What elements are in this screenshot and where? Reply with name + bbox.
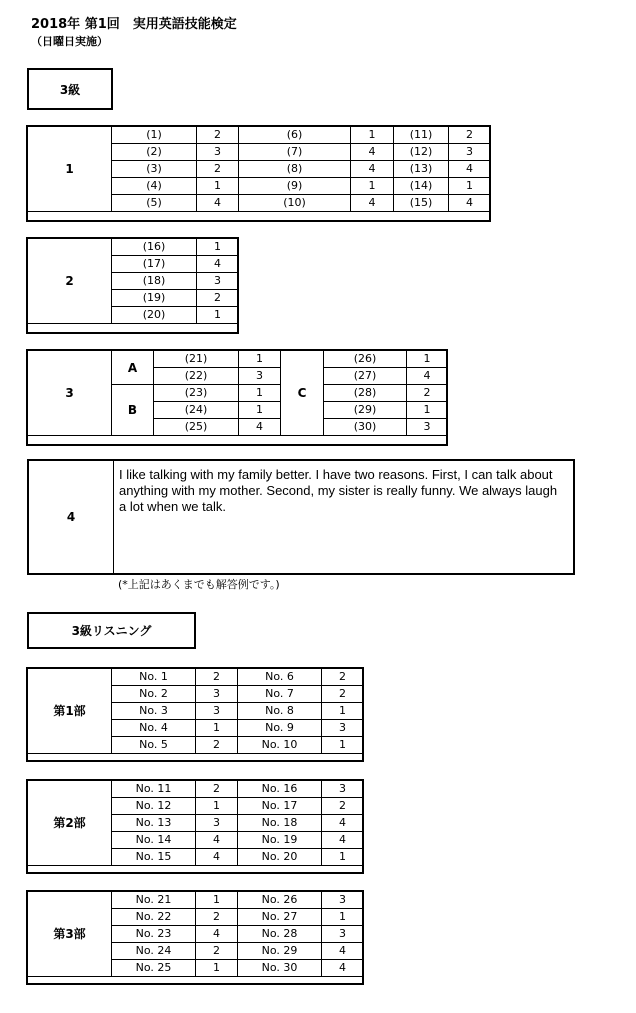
- answer-value: 1: [196, 798, 238, 815]
- table-row: [28, 239, 239, 256]
- answer-value: 1: [196, 720, 238, 737]
- answer-value: 4: [322, 815, 364, 832]
- question-number: (29): [324, 402, 407, 419]
- answer-value: 1: [239, 351, 281, 368]
- answer-value: 3: [196, 703, 238, 720]
- answer-value: 1: [322, 909, 364, 926]
- answer-value: 2: [196, 737, 238, 754]
- answer-value: 1: [351, 127, 394, 144]
- question-label: 2: [28, 239, 112, 324]
- question-number: No. 5: [112, 737, 196, 754]
- question-number: No. 1: [112, 669, 196, 686]
- answer-value: 4: [449, 161, 491, 178]
- answer-value: 1: [322, 703, 364, 720]
- part-label: 第2部: [28, 781, 112, 866]
- question-number: (14): [394, 178, 449, 195]
- question-number: (8): [239, 161, 351, 178]
- answer-value: 3: [196, 815, 238, 832]
- question-number: (2): [112, 144, 197, 161]
- question-number: (11): [394, 127, 449, 144]
- answer-value: 3: [322, 892, 364, 909]
- question-number: (30): [324, 419, 407, 436]
- question-number: No. 6: [238, 669, 322, 686]
- question-number: (19): [112, 290, 197, 307]
- question-number: No. 19: [238, 832, 322, 849]
- answer-value: 1: [322, 849, 364, 866]
- part-label: 第3部: [28, 892, 112, 977]
- question-number: No. 12: [112, 798, 196, 815]
- question-number: No. 8: [238, 703, 322, 720]
- answer-value: 3: [197, 273, 239, 290]
- answer-value: 4: [196, 849, 238, 866]
- answer-value: 4: [351, 161, 394, 178]
- answer-value: 4: [197, 256, 239, 273]
- question-number: No. 21: [112, 892, 196, 909]
- answer-value: 2: [322, 798, 364, 815]
- question-number: No. 14: [112, 832, 196, 849]
- answer-value: 4: [322, 943, 364, 960]
- question-number: No. 4: [112, 720, 196, 737]
- question-number: No. 7: [238, 686, 322, 703]
- question-number: (10): [239, 195, 351, 212]
- question-number: No. 10: [238, 737, 322, 754]
- answer-value: 1: [407, 351, 448, 368]
- question-number: No. 11: [112, 781, 196, 798]
- question-number: No. 22: [112, 909, 196, 926]
- listening-table-part1: [27, 668, 364, 754]
- question-number: (15): [394, 195, 449, 212]
- question-number: No. 3: [112, 703, 196, 720]
- table-row: [28, 351, 448, 368]
- question-number: (13): [394, 161, 449, 178]
- table-row: [28, 669, 364, 686]
- question-number: (12): [394, 144, 449, 161]
- answer-value: 2: [197, 127, 239, 144]
- answer-value: 2: [449, 127, 491, 144]
- question-number: No. 25: [112, 960, 196, 977]
- question-number: (5): [112, 195, 197, 212]
- question-label: 4: [29, 461, 114, 573]
- answer-value: 1: [197, 239, 239, 256]
- question-number: No. 28: [238, 926, 322, 943]
- listening-table-part3: [27, 891, 364, 977]
- subsection-c-label: C: [281, 351, 324, 436]
- question-number: (22): [154, 368, 239, 385]
- answer-value: 1: [197, 178, 239, 195]
- answer-value: 4: [351, 144, 394, 161]
- question-number: No. 30: [238, 960, 322, 977]
- answer-value: 3: [449, 144, 491, 161]
- answer-value: 2: [197, 290, 239, 307]
- answer-box-q4: [27, 459, 575, 575]
- question-number: (24): [154, 402, 239, 419]
- answer-value: 3: [322, 926, 364, 943]
- question-number: (27): [324, 368, 407, 385]
- answer-value: 2: [196, 669, 238, 686]
- question-number: (21): [154, 351, 239, 368]
- answer-value: 1: [196, 892, 238, 909]
- answer-value: 2: [407, 385, 448, 402]
- question-number: No. 18: [238, 815, 322, 832]
- answer-value: 4: [239, 419, 281, 436]
- question-number: (7): [239, 144, 351, 161]
- question-number: No. 20: [238, 849, 322, 866]
- listening-grade-label-box: [27, 612, 196, 649]
- answer-value: 1: [239, 385, 281, 402]
- answer-table-q3: [27, 350, 448, 436]
- answer-value: 2: [196, 781, 238, 798]
- grade-label-box: [27, 68, 113, 110]
- document-subtitle: （日曜日実施）: [31, 35, 108, 48]
- question-number: (9): [239, 178, 351, 195]
- answer-value: 4: [322, 832, 364, 849]
- question-number: (6): [239, 127, 351, 144]
- question-number: (26): [324, 351, 407, 368]
- answer-value: 2: [197, 161, 239, 178]
- question-number: No. 26: [238, 892, 322, 909]
- question-number: (1): [112, 127, 197, 144]
- answer-value: 1: [449, 178, 491, 195]
- sample-answer-text: I like talking with my family better. I have two reasons. First, I can talk about anything with my mother. Second, my sister is really funny. We always laugh a lot when we talk.: [119, 467, 558, 514]
- question-number: No. 23: [112, 926, 196, 943]
- question-number: (20): [112, 307, 197, 324]
- question-number: No. 27: [238, 909, 322, 926]
- answer-value: 3: [239, 368, 281, 385]
- answer-value: 2: [196, 909, 238, 926]
- answer-value: 2: [322, 686, 364, 703]
- answer-table-q1: [27, 126, 491, 212]
- document-title: 2018年 第1回 実用英語技能検定: [31, 17, 237, 32]
- answer-value: 4: [449, 195, 491, 212]
- answer-value: 4: [197, 195, 239, 212]
- question-label: 3: [28, 351, 112, 436]
- answer-value: 1: [239, 402, 281, 419]
- question-number: No. 2: [112, 686, 196, 703]
- table-row: [28, 892, 364, 909]
- answer-value: 3: [322, 781, 364, 798]
- part-label: 第1部: [28, 669, 112, 754]
- sample-answer-note: (*上記はあくまでも解答例です。): [118, 578, 280, 591]
- listening-table-part2: [27, 780, 364, 866]
- answer-value: 1: [407, 402, 448, 419]
- answer-value: 1: [322, 737, 364, 754]
- answer-value: 2: [322, 669, 364, 686]
- subsection-b-label: B: [112, 385, 154, 436]
- question-number: (23): [154, 385, 239, 402]
- question-number: (16): [112, 239, 197, 256]
- question-number: (3): [112, 161, 197, 178]
- answer-value: 2: [196, 943, 238, 960]
- question-number: No. 13: [112, 815, 196, 832]
- answer-value: 1: [351, 178, 394, 195]
- answer-value: 4: [351, 195, 394, 212]
- answer-value: 3: [407, 419, 448, 436]
- question-number: No. 16: [238, 781, 322, 798]
- answer-value: 4: [322, 960, 364, 977]
- answer-value: 1: [197, 307, 239, 324]
- question-number: No. 9: [238, 720, 322, 737]
- answer-value: 4: [407, 368, 448, 385]
- answer-value: 3: [322, 720, 364, 737]
- grade-label: 3級: [59, 82, 81, 97]
- question-number: (28): [324, 385, 407, 402]
- table-row: [28, 127, 491, 144]
- question-number: No. 15: [112, 849, 196, 866]
- question-number: (4): [112, 178, 197, 195]
- table-row: [28, 781, 364, 798]
- answer-value: 1: [196, 960, 238, 977]
- answer-value: 3: [196, 686, 238, 703]
- question-label: 1: [28, 127, 112, 212]
- listening-grade-label: 3級リスニング: [71, 624, 152, 638]
- question-number: No. 29: [238, 943, 322, 960]
- answer-table-q2: [27, 238, 239, 324]
- subsection-a-label: A: [112, 351, 154, 385]
- question-number: (17): [112, 256, 197, 273]
- answer-value: 4: [196, 832, 238, 849]
- question-number: (25): [154, 419, 239, 436]
- answer-value: 4: [196, 926, 238, 943]
- question-number: No. 17: [238, 798, 322, 815]
- question-number: No. 24: [112, 943, 196, 960]
- answer-value: 3: [197, 144, 239, 161]
- question-number: (18): [112, 273, 197, 290]
